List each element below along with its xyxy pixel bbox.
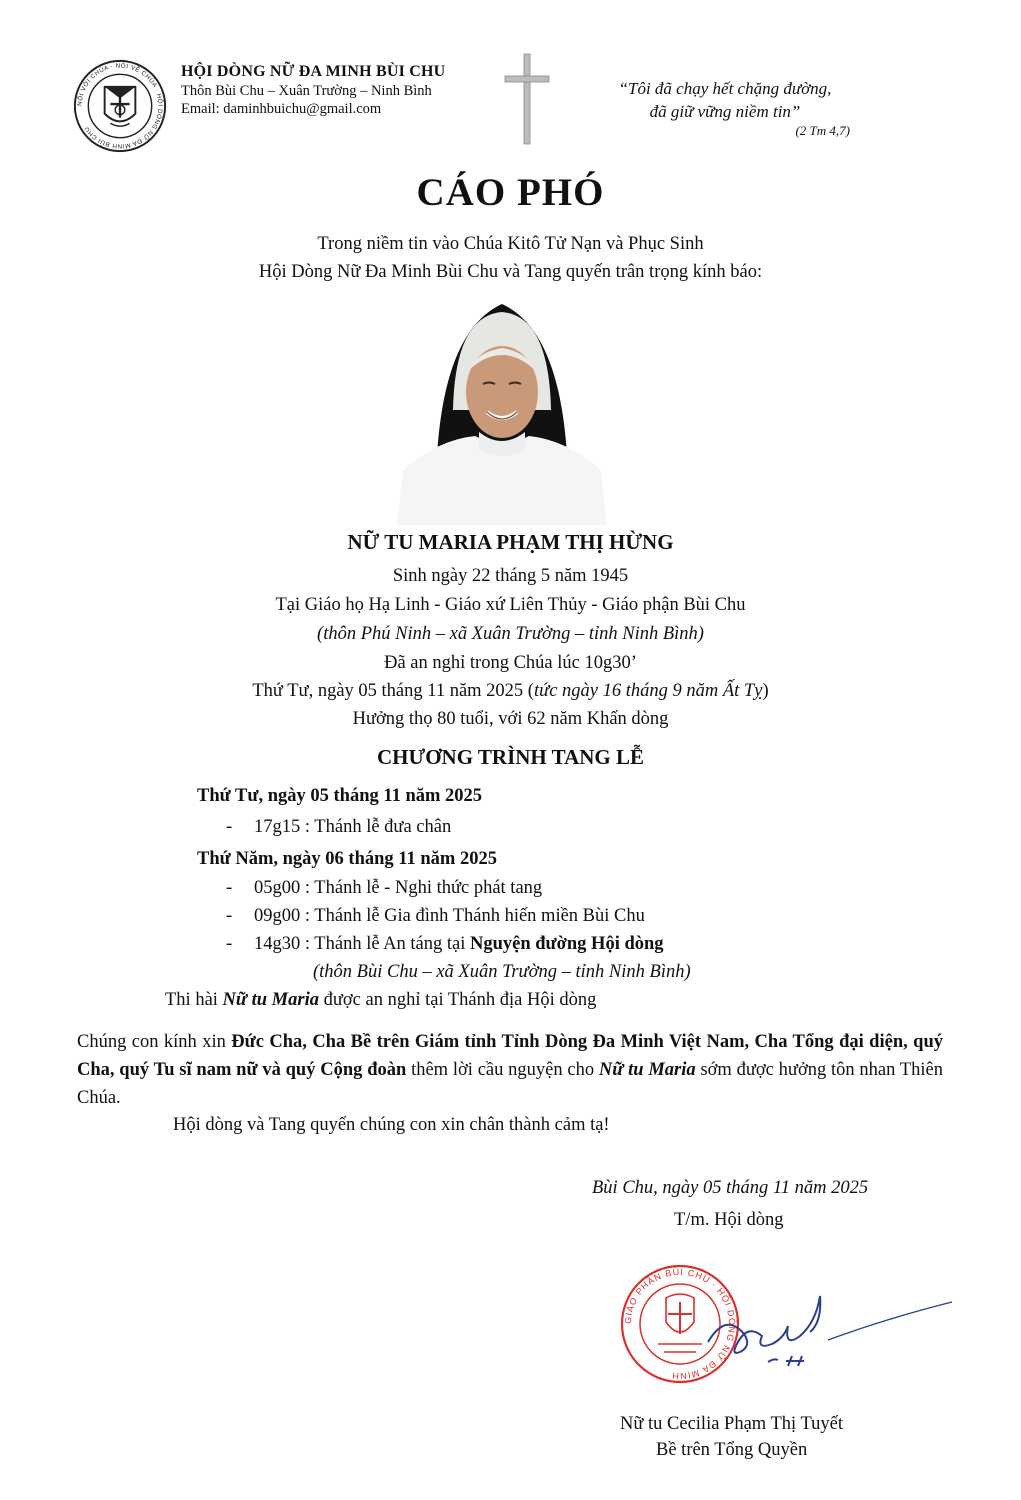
request-addressees: Đức Cha, Cha Bề trên Giám tỉnh Tỉnh Dòng Đa Minh Việt Nam, Cha Tổng đại diện, quý Cha, quý Tu sĩ nam nữ và quý Cộng đoàn [77, 1032, 943, 1080]
org-email: Email: daminhbuichu@gmail.com [181, 101, 382, 118]
death-time: Đã an nghỉ trong Chúa lúc 10g30’ [384, 653, 637, 673]
org-name: HỘI DÒNG NỮ ĐA MINH BÙI CHU [181, 63, 446, 80]
signer-name: Nữ tu Cecilia Phạm Thị Tuyết [620, 1414, 843, 1434]
day-heading-2: Thứ Năm, ngày 06 tháng 11 năm 2025 [197, 849, 497, 869]
seal-ring-text: GIÁO PHẬN BÙI CHU · HỘI DÒNG NỮ ĐA MINH [622, 1266, 738, 1382]
org-address: Thôn Bùi Chu – Xuân Trường – Ninh Bình [181, 83, 432, 99]
scripture-quote [590, 78, 860, 139]
request-text-a: Chúng con kính xin [77, 1032, 232, 1052]
page-title: CÁO PHÓ [416, 171, 605, 214]
request-text-e: sớm được hưởng tôn nhan Thiên Chúa. [77, 1060, 944, 1108]
schedule-item-text: 05g00 : Thánh lễ - Nghi thức phát tang [254, 878, 543, 898]
org-header [181, 62, 445, 118]
intro-line-2: Hội Dòng Nữ Đa Minh Bùi Chu và Tang quyến trân trọng kính báo: [258, 262, 763, 282]
schedule-item-text: 14g30 : Thánh lễ An táng tại [254, 934, 470, 954]
list-dash: - [226, 878, 233, 898]
schedule-item [226, 906, 645, 927]
list-dash: - [226, 817, 233, 837]
birth-place: Tại Giáo họ Hạ Linh - Giáo xứ Liên Thủy - Giáo phận Bùi Chu [275, 595, 746, 615]
signature-date: Bùi Chu, ngày 05 tháng 11 năm 2025 [592, 1178, 869, 1198]
burial-place: (thôn Bùi Chu – xã Xuân Trường – tỉnh Ninh Bình) [313, 962, 691, 982]
death-date-main: Thứ Tư, ngày 05 tháng 11 năm 2025 ( [252, 681, 534, 701]
portrait-photo [397, 300, 607, 525]
schedule-item [226, 878, 542, 899]
order-logo [72, 58, 168, 154]
day-heading-1: Thứ Tư, ngày 05 tháng 11 năm 2025 [197, 786, 483, 806]
quote-line-1: “Tôi đã chạy hết chặng đường, [618, 79, 832, 98]
birth-place-detail: (thôn Phú Ninh – xã Xuân Trường – tỉnh Ninh Bình) [317, 624, 704, 644]
schedule-item-text: 09g00 : Thánh lễ Gia đình Thánh hiến miền Bùi Chu [254, 906, 645, 926]
death-date [0, 681, 1021, 702]
death-date-close: ) [762, 681, 769, 701]
signer-title: Bề trên Tổng Quyền [656, 1440, 808, 1460]
thanks-line: Hội dòng và Tang quyến chúng con xin chân thành cảm tạ! [173, 1115, 610, 1135]
quote-line-2: đã giữ vững niềm tin” [649, 101, 801, 121]
schedule-item-location: Nguyện đường Hội dòng [469, 934, 664, 954]
schedule-item-text: 17g15 : Thánh lễ đưa chân [254, 817, 452, 837]
official-seal [622, 1266, 738, 1382]
list-dash: - [226, 906, 233, 926]
intro-line-1: Trong niềm tin vào Chúa Kitô Tử Nạn và Phục Sinh [317, 234, 704, 254]
death-date-lunar: tức ngày 16 tháng 9 năm Ất Tỵ [533, 681, 763, 701]
quote-reference: (2 Tm 4,7) [795, 122, 850, 138]
prayer-request [77, 1028, 943, 1112]
list-dash: - [226, 934, 233, 954]
age-info: Hưởng thọ 80 tuổi, với 62 năm Khấn dòng [352, 709, 669, 729]
remains-name: Nữ tu Maria [222, 990, 319, 1010]
logo-ring-text: NỐI VỚI CHÚA · NÓI VỀ CHÚA · HỘI DÒNG NỮ ĐA MINH BÙI CHU [76, 62, 164, 150]
request-text-c: thêm lời cầu nguyện cho [406, 1060, 599, 1080]
schedule-item [226, 934, 664, 955]
signature-icon [708, 1296, 952, 1366]
remains-note [165, 990, 596, 1011]
schedule-item [226, 817, 451, 838]
deceased-name: NỮ TU MARIA PHẠM THỊ HỪNG [347, 530, 674, 554]
birth-date: Sinh ngày 22 tháng 5 năm 1945 [392, 566, 629, 586]
request-name: Nữ tu Maria [598, 1060, 696, 1080]
seal-and-signature [618, 1262, 958, 1392]
on-behalf-label: T/m. Hội dòng [674, 1210, 784, 1230]
remains-text-c: được an nghỉ tại Thánh địa Hội dòng [318, 990, 597, 1010]
cross-icon [503, 52, 551, 146]
program-title: CHƯƠNG TRÌNH TANG LỄ [376, 745, 644, 769]
remains-text-a: Thi hài [165, 990, 223, 1010]
